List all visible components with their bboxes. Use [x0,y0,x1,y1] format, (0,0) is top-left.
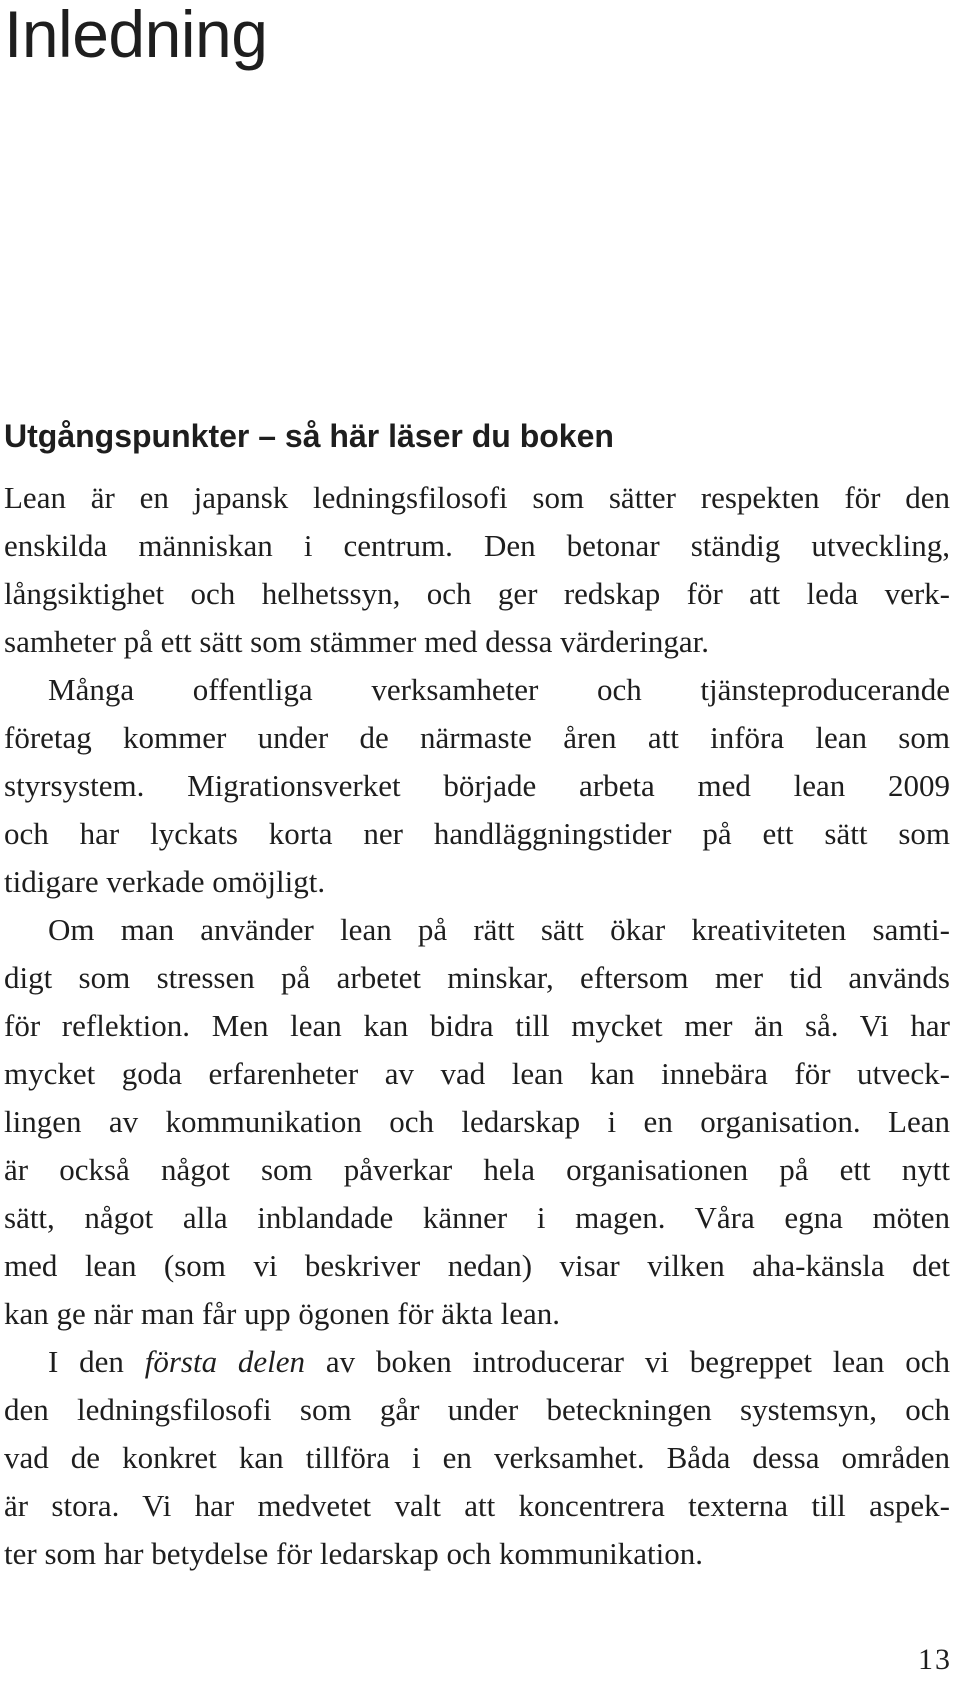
text-line: mycket goda erfarenheter av vad lean kan innebära för utveck- [4,1056,950,1091]
text-line: digt som stressen på arbetet minskar, eftersom mer tid används [4,960,950,995]
text-line: vad de konkret kan tillföra i en verksamhet. Båda dessa områden [4,1440,950,1475]
text-line: är också något som påverkar hela organisationen på ett nytt [4,1152,950,1187]
text-line: samheter på ett sätt som stämmer med dessa värderingar. [4,624,710,659]
text-line-with-emphasis [4,1338,950,1386]
text-line: Lean är en japansk ledningsfilosofi som sätter respekten för den [4,480,950,515]
text-line: ter som har betydelse för ledarskap och kommunikation. [4,1536,704,1571]
text-line: kan ge när man får upp ögonen för äkta lean. [4,1296,561,1331]
text-run: I den [48,1344,145,1379]
text-line: för reflektion. Men lean kan bidra till mycket mer än så. Vi har [4,1008,950,1043]
section-heading: Utgångspunkter – så här läser du boken [4,418,614,454]
page-number: 13 [918,1643,952,1676]
body-text [4,474,950,1578]
text-line: långsiktighet och helhetssyn, och ger redskap för att leda verk- [4,576,950,611]
text-line: lingen av kommunikation och ledarskap i en organisation. Lean [4,1104,950,1139]
text-line: med lean (som vi beskriver nedan) visar vilken aha-känsla det [4,1248,950,1283]
text-line: företag kommer under de närmaste åren att införa lean som [4,720,950,755]
text-run: av boken introducerar vi begreppet lean och [305,1344,950,1379]
text-line: tidigare verkade omöjligt. [4,864,326,899]
text-line: och har lyckats korta ner handläggningstider på ett sätt som [4,816,950,851]
text-line: styrsystem. Migrationsverket började arbeta med lean 2009 [4,768,950,803]
text-line: sätt, något alla inblandade känner i magen. Våra egna möten [4,1200,950,1235]
page-title: Inledning [4,0,268,71]
text-line: enskilda människan i centrum. Den betonar ständig utveckling, [4,528,950,563]
text-line: är stora. Vi har medvetet valt att koncentrera texterna till aspek- [4,1488,950,1523]
text-line: Många offentliga verksamheter och tjänsteproducerande [48,672,950,707]
text-line: Om man använder lean på rätt sätt ökar kreativiteten samti- [48,912,950,947]
text-line: den ledningsfilosofi som går under beteckningen systemsyn, och [4,1392,950,1427]
emphasized-term: första delen [144,1344,306,1379]
